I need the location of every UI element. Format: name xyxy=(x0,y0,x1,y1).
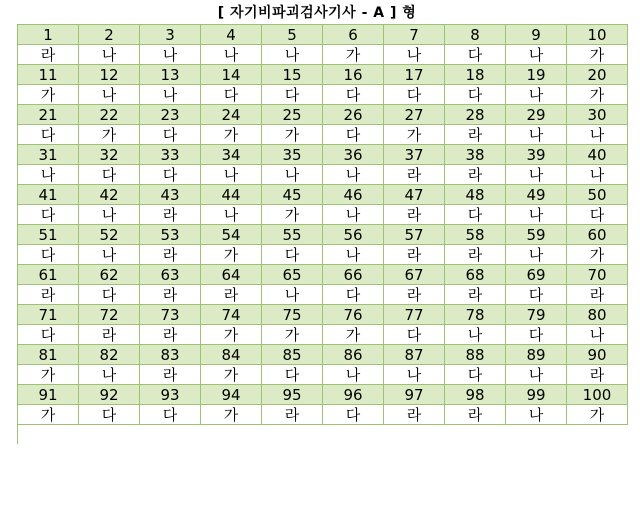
question-number-cell: 46 xyxy=(323,185,384,205)
question-number-cell: 85 xyxy=(262,345,323,365)
question-number-cell: 63 xyxy=(140,265,201,285)
answer-cell: 나 xyxy=(18,165,79,185)
question-number-cell: 61 xyxy=(18,265,79,285)
answer-row xyxy=(18,285,628,305)
question-number-cell: 66 xyxy=(323,265,384,285)
question-number-cell: 90 xyxy=(567,345,628,365)
question-number-cell: 91 xyxy=(18,385,79,405)
answer-cell: 라 xyxy=(445,125,506,145)
question-number-row xyxy=(18,105,628,125)
answer-cell: 라 xyxy=(445,165,506,185)
answer-cell: 가 xyxy=(201,325,262,345)
answer-cell: 나 xyxy=(79,45,140,65)
answer-cell: 나 xyxy=(79,365,140,385)
answer-cell: 나 xyxy=(323,205,384,225)
answer-cell: 가 xyxy=(18,365,79,385)
answer-cell: 나 xyxy=(506,45,567,65)
answer-cell: 다 xyxy=(79,165,140,185)
question-number-cell: 1 xyxy=(18,25,79,45)
answer-cell: 나 xyxy=(323,365,384,385)
answer-cell: 나 xyxy=(506,165,567,185)
question-number-cell: 94 xyxy=(201,385,262,405)
question-number-cell: 100 xyxy=(567,385,628,405)
question-number-cell: 72 xyxy=(79,305,140,325)
question-number-cell: 20 xyxy=(567,65,628,85)
question-number-cell: 5 xyxy=(262,25,323,45)
answer-cell: 나 xyxy=(79,205,140,225)
question-number-cell: 69 xyxy=(506,265,567,285)
answer-cell: 라 xyxy=(445,405,506,425)
answer-cell: 나 xyxy=(201,205,262,225)
question-number-cell: 40 xyxy=(567,145,628,165)
answer-cell: 다 xyxy=(262,365,323,385)
question-number-cell: 88 xyxy=(445,345,506,365)
question-number-cell: 86 xyxy=(323,345,384,365)
question-number-cell: 17 xyxy=(384,65,445,85)
sheet-title: [ 자기비파괴검사기사 - A ] 형 xyxy=(217,5,417,21)
answer-cell: 다 xyxy=(323,85,384,105)
answer-cell: 다 xyxy=(506,325,567,345)
answer-cell: 라 xyxy=(79,325,140,345)
question-number-cell: 50 xyxy=(567,185,628,205)
question-number-cell: 56 xyxy=(323,225,384,245)
answer-cell: 나 xyxy=(506,405,567,425)
question-number-row xyxy=(18,265,628,285)
answer-cell: 라 xyxy=(262,405,323,425)
question-number-cell: 25 xyxy=(262,105,323,125)
answer-cell: 라 xyxy=(140,325,201,345)
answer-cell: 나 xyxy=(506,245,567,265)
question-number-cell: 14 xyxy=(201,65,262,85)
question-number-cell: 60 xyxy=(567,225,628,245)
answer-cell: 다 xyxy=(384,325,445,345)
answer-cell: 다 xyxy=(506,285,567,305)
question-number-cell: 2 xyxy=(79,25,140,45)
answer-cell: 라 xyxy=(201,285,262,305)
question-number-cell: 45 xyxy=(262,185,323,205)
question-number-cell: 31 xyxy=(18,145,79,165)
question-number-cell: 73 xyxy=(140,305,201,325)
answer-cell: 라 xyxy=(567,365,628,385)
question-number-cell: 39 xyxy=(506,145,567,165)
question-number-cell: 29 xyxy=(506,105,567,125)
answer-cell: 가 xyxy=(201,405,262,425)
answer-cell: 가 xyxy=(262,205,323,225)
answer-cell: 나 xyxy=(384,365,445,385)
question-number-cell: 54 xyxy=(201,225,262,245)
answer-cell: 다 xyxy=(567,205,628,225)
question-number-cell: 67 xyxy=(384,265,445,285)
question-number-cell: 97 xyxy=(384,385,445,405)
question-number-cell: 75 xyxy=(262,305,323,325)
question-number-cell: 33 xyxy=(140,145,201,165)
answer-row xyxy=(18,405,628,425)
answer-cell: 가 xyxy=(323,325,384,345)
answer-cell: 다 xyxy=(445,85,506,105)
answer-cell: 가 xyxy=(262,125,323,145)
question-number-cell: 7 xyxy=(384,25,445,45)
answer-row xyxy=(18,85,628,105)
question-number-cell: 13 xyxy=(140,65,201,85)
question-number-cell: 6 xyxy=(323,25,384,45)
answer-row xyxy=(18,365,628,385)
answer-cell: 라 xyxy=(140,365,201,385)
question-number-cell: 3 xyxy=(140,25,201,45)
question-number-cell: 83 xyxy=(140,345,201,365)
question-number-cell: 71 xyxy=(18,305,79,325)
question-number-cell: 93 xyxy=(140,385,201,405)
question-number-cell: 41 xyxy=(18,185,79,205)
question-number-row xyxy=(18,305,628,325)
answer-row xyxy=(18,165,628,185)
answer-cell: 나 xyxy=(140,45,201,65)
answer-cell: 가 xyxy=(201,365,262,385)
question-number-cell: 4 xyxy=(201,25,262,45)
answer-cell: 나 xyxy=(445,325,506,345)
answer-cell: 나 xyxy=(262,165,323,185)
answer-cell: 나 xyxy=(567,165,628,185)
question-number-row xyxy=(18,65,628,85)
answer-cell: 다 xyxy=(262,245,323,265)
question-number-cell: 27 xyxy=(384,105,445,125)
question-number-cell: 52 xyxy=(79,225,140,245)
question-number-cell: 98 xyxy=(445,385,506,405)
question-number-cell: 22 xyxy=(79,105,140,125)
answer-cell: 다 xyxy=(323,405,384,425)
answer-cell: 다 xyxy=(445,365,506,385)
question-number-cell: 77 xyxy=(384,305,445,325)
question-number-cell: 64 xyxy=(201,265,262,285)
answer-cell: 나 xyxy=(201,45,262,65)
answer-cell: 다 xyxy=(18,205,79,225)
question-number-cell: 11 xyxy=(18,65,79,85)
question-number-cell: 21 xyxy=(18,105,79,125)
answer-cell: 나 xyxy=(262,45,323,65)
answer-cell: 다 xyxy=(445,205,506,225)
question-number-cell: 10 xyxy=(567,25,628,45)
answer-cell: 라 xyxy=(445,285,506,305)
question-number-cell: 48 xyxy=(445,185,506,205)
answer-cell: 다 xyxy=(140,165,201,185)
question-number-cell: 47 xyxy=(384,185,445,205)
question-number-cell: 99 xyxy=(506,385,567,405)
answer-cell: 가 xyxy=(18,85,79,105)
answer-cell: 라 xyxy=(140,285,201,305)
answer-table-body xyxy=(18,25,628,425)
question-number-cell: 57 xyxy=(384,225,445,245)
question-number-cell: 42 xyxy=(79,185,140,205)
answer-row xyxy=(18,245,628,265)
answer-cell: 가 xyxy=(567,245,628,265)
answer-row xyxy=(18,125,628,145)
question-number-cell: 53 xyxy=(140,225,201,245)
question-number-cell: 44 xyxy=(201,185,262,205)
answer-cell: 다 xyxy=(201,85,262,105)
answer-cell: 나 xyxy=(323,165,384,185)
answer-cell: 나 xyxy=(140,85,201,105)
question-number-cell: 51 xyxy=(18,225,79,245)
answer-cell: 가 xyxy=(567,45,628,65)
answer-cell: 다 xyxy=(140,405,201,425)
answer-cell: 가 xyxy=(79,125,140,145)
answer-cell: 가 xyxy=(201,245,262,265)
question-number-cell: 96 xyxy=(323,385,384,405)
answer-cell: 가 xyxy=(384,125,445,145)
question-number-cell: 65 xyxy=(262,265,323,285)
answer-cell: 가 xyxy=(201,125,262,145)
question-number-cell: 55 xyxy=(262,225,323,245)
answer-cell: 다 xyxy=(79,405,140,425)
answer-cell: 나 xyxy=(567,125,628,145)
question-number-cell: 70 xyxy=(567,265,628,285)
question-number-cell: 37 xyxy=(384,145,445,165)
question-number-cell: 15 xyxy=(262,65,323,85)
question-number-cell: 49 xyxy=(506,185,567,205)
answer-cell: 다 xyxy=(384,85,445,105)
answer-cell: 가 xyxy=(567,85,628,105)
question-number-cell: 82 xyxy=(79,345,140,365)
answer-cell: 라 xyxy=(18,285,79,305)
question-number-cell: 28 xyxy=(445,105,506,125)
answer-cell: 나 xyxy=(384,45,445,65)
question-number-cell: 26 xyxy=(323,105,384,125)
answer-cell: 가 xyxy=(323,45,384,65)
question-number-cell: 95 xyxy=(262,385,323,405)
answer-cell: 나 xyxy=(506,85,567,105)
question-number-cell: 89 xyxy=(506,345,567,365)
answer-cell: 다 xyxy=(445,45,506,65)
question-number-cell: 35 xyxy=(262,145,323,165)
question-number-cell: 32 xyxy=(79,145,140,165)
answer-row xyxy=(18,205,628,225)
answer-cell: 나 xyxy=(506,205,567,225)
question-number-cell: 16 xyxy=(323,65,384,85)
answer-cell: 라 xyxy=(384,205,445,225)
question-number-cell: 23 xyxy=(140,105,201,125)
question-number-row xyxy=(18,385,628,405)
answer-cell: 라 xyxy=(384,405,445,425)
answer-cell: 나 xyxy=(506,125,567,145)
question-number-cell: 59 xyxy=(506,225,567,245)
answer-cell: 다 xyxy=(140,125,201,145)
answer-cell: 나 xyxy=(201,165,262,185)
question-number-cell: 36 xyxy=(323,145,384,165)
answer-cell: 나 xyxy=(262,285,323,305)
question-number-cell: 30 xyxy=(567,105,628,125)
answer-cell: 나 xyxy=(567,325,628,345)
answer-cell: 가 xyxy=(18,405,79,425)
question-number-cell: 87 xyxy=(384,345,445,365)
answer-cell: 다 xyxy=(18,325,79,345)
question-number-cell: 74 xyxy=(201,305,262,325)
answer-cell: 나 xyxy=(79,245,140,265)
answer-cell: 나 xyxy=(79,85,140,105)
answer-row xyxy=(18,325,628,345)
question-number-cell: 76 xyxy=(323,305,384,325)
answer-cell: 다 xyxy=(79,285,140,305)
question-number-cell: 78 xyxy=(445,305,506,325)
question-number-cell: 34 xyxy=(201,145,262,165)
question-number-cell: 92 xyxy=(79,385,140,405)
answer-cell: 가 xyxy=(262,325,323,345)
answer-cell: 라 xyxy=(384,245,445,265)
question-number-row xyxy=(18,185,628,205)
question-number-cell: 62 xyxy=(79,265,140,285)
answer-cell: 나 xyxy=(323,245,384,265)
question-number-cell: 38 xyxy=(445,145,506,165)
question-number-cell: 43 xyxy=(140,185,201,205)
question-number-cell: 81 xyxy=(18,345,79,365)
answer-cell: 라 xyxy=(18,45,79,65)
question-number-row xyxy=(18,25,628,45)
answer-cell: 라 xyxy=(140,245,201,265)
question-number-row xyxy=(18,345,628,365)
answer-table xyxy=(17,24,628,425)
question-number-cell: 18 xyxy=(445,65,506,85)
answer-cell: 라 xyxy=(384,285,445,305)
question-number-cell: 58 xyxy=(445,225,506,245)
answer-cell: 가 xyxy=(567,405,628,425)
question-number-row xyxy=(18,225,628,245)
answer-cell: 라 xyxy=(140,205,201,225)
answer-cell: 나 xyxy=(506,365,567,385)
question-number-cell: 84 xyxy=(201,345,262,365)
question-number-cell: 68 xyxy=(445,265,506,285)
answer-cell: 다 xyxy=(323,285,384,305)
answer-row xyxy=(18,45,628,65)
answer-cell: 다 xyxy=(262,85,323,105)
question-number-cell: 12 xyxy=(79,65,140,85)
question-number-cell: 19 xyxy=(506,65,567,85)
answer-cell: 라 xyxy=(384,165,445,185)
question-number-row xyxy=(18,145,628,165)
answer-cell: 다 xyxy=(323,125,384,145)
question-number-cell: 8 xyxy=(445,25,506,45)
answer-cell: 다 xyxy=(18,125,79,145)
question-number-cell: 24 xyxy=(201,105,262,125)
question-number-cell: 80 xyxy=(567,305,628,325)
answer-cell: 라 xyxy=(567,285,628,305)
answer-cell: 라 xyxy=(445,245,506,265)
question-number-cell: 79 xyxy=(506,305,567,325)
question-number-cell: 9 xyxy=(506,25,567,45)
answer-cell: 다 xyxy=(18,245,79,265)
